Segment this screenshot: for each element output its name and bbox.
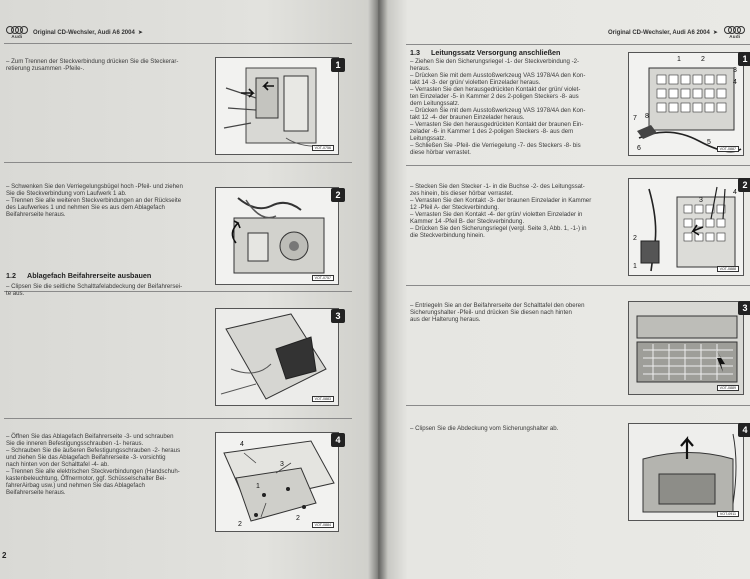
text-line: Sie die inneren Befestigungsschrauben -1- heraus. (6, 440, 144, 447)
section-title: Leitungssatz Versorgung anschließen (431, 48, 561, 57)
text-line: – Drücken Sie den Sicherungsriegel (vergl. Seite 3, Abb. 1, -1-) in (410, 225, 587, 232)
divider (406, 405, 750, 406)
right-text-1 (410, 58, 622, 156)
header-arrow-icon: ➤ (137, 30, 143, 36)
header-rule (406, 44, 750, 45)
header-title: Original CD-Wechsler, Audi A6 2004 (608, 29, 710, 36)
figure-r3-fuse-holder (628, 301, 744, 395)
header-rule (4, 43, 352, 44)
audi-logo (724, 26, 746, 39)
callout-4: 4 (733, 79, 737, 86)
divider (4, 418, 352, 419)
figure-badge: 4 (738, 423, 750, 437)
divider (406, 165, 750, 166)
text-line: zes hinein, bis dieser hörbar verrastet. (410, 190, 514, 197)
text-line: – Zum Trennen der Steckverbindung drücken Sie die Steckerar- (6, 58, 179, 65)
text-line: – Verrasten Sie den Kontakt -4- der grün/ violetten Einzelader in (410, 211, 583, 218)
right-header (608, 26, 746, 39)
callout-8: 8 (645, 113, 649, 120)
text-line: diese hörbar verrastet. (410, 149, 471, 156)
figure-code: VOT-0756 (312, 145, 334, 151)
figure-code: VOT-0889 (717, 385, 739, 391)
text-line: Beifahrerseite heraus. (6, 489, 66, 496)
callout-7: 7 (633, 115, 637, 122)
callout-1: 1 (256, 483, 260, 490)
text-line: nach hinten von der Schalttafel -4- ab. (6, 461, 109, 468)
callout-3: 3 (280, 461, 284, 468)
figure-badge: 1 (738, 52, 750, 66)
right-text-2 (410, 183, 622, 239)
text-line: ten Einzelader -5- in Kammer 2 des 2-poligen Steckers -8- aus (410, 93, 579, 100)
callout-3: 3 (699, 197, 703, 204)
text-line: aus der Halterung heraus. (410, 316, 481, 323)
text-line: Sie die Steckverbindung vom Laufwerk 1 ab. (6, 190, 127, 197)
text-line: Sicherungshalter -Pfeil- und drücken Sie diesen nach hinten (410, 309, 572, 316)
figure-4-drawing (216, 433, 339, 532)
figure-r4-drawing (629, 424, 744, 521)
text-line: fahrerAirbag usw.) und nehmen Sie das Ablagefach (6, 482, 145, 489)
page-number: 2 (2, 551, 7, 560)
text-line: – Drücken Sie mit dem Ausstoßwerkzeug VAS 1978/4A den Kon- (410, 107, 586, 114)
text-line: Kammer 14 -Pfeil B- der Steckverbindung. (410, 218, 525, 225)
left-header (6, 26, 143, 39)
brand-label: Audi (729, 34, 741, 39)
figure-badge: 4 (331, 433, 345, 447)
callout-4: 4 (733, 189, 737, 196)
text-line: – Öffnen Sie das Ablagefach Beifahrerseite -3- und schrauben (6, 433, 174, 440)
text-line: – Stecken Sie den Stecker -1- in die Buchse -2- des Leitungssat- (410, 183, 585, 190)
figure-r3-drawing (629, 302, 744, 395)
callout-5: 5 (707, 139, 711, 146)
section-heading-1-3 (410, 48, 560, 57)
figure-r1-connector-pins (628, 52, 744, 156)
left-text-2 (6, 183, 211, 218)
divider (4, 162, 352, 163)
figure-r1-drawing (629, 53, 744, 156)
callout-2: 2 (701, 56, 705, 63)
text-line: – Schwenken Sie den Verriegelungsbügel hoch -Pfeil- und ziehen (6, 183, 183, 190)
figure-code: VOT-0888 (717, 266, 739, 272)
left-text-4 (6, 433, 212, 496)
text-line: – Drücken Sie mit dem Ausstoßwerkzeug VAS 1978/4A den Kon- (410, 72, 586, 79)
header-title: Original CD-Wechsler, Audi A6 2004 (33, 29, 135, 36)
text-line: – Entriegeln Sie an der Beifahrerseite der Schalttafel den oberen (410, 302, 585, 309)
figure-r2-drawing (629, 179, 744, 276)
text-line: – Trennen Sie alle weiteren Steckverbindungen an der Rückseite (6, 197, 182, 204)
text-line: retierung zusammen -Pfeile-. (6, 65, 85, 72)
figure-code: VOT-0883 (312, 396, 334, 402)
callout-2: 2 (238, 521, 242, 528)
callout-1: 1 (677, 56, 681, 63)
callout-3: 3 (733, 67, 737, 74)
figure-r4-fuse-cover (628, 423, 744, 521)
text-line: – Verrasten Sie den herausgedrückten Kontakt der grün/ violet- (410, 86, 581, 93)
right-text-4 (410, 425, 622, 432)
text-line: – Clipsen Sie die seitliche Schalttafelabdeckung der Beifahrersei- (6, 283, 183, 290)
text-line: Leitungssatz. (410, 135, 446, 142)
text-line: dem Leitungssatz. (410, 100, 460, 107)
header-arrow-icon: ➤ (712, 30, 718, 36)
figure-2-drawing (216, 188, 339, 285)
figure-code: VOT-0911 (717, 511, 739, 517)
text-line: takt 14 -3- der grün/ violetten Einzelader heraus. (410, 79, 541, 86)
section-number: 1.2 (6, 271, 16, 280)
right-page (378, 0, 750, 579)
figure-badge: 2 (738, 178, 750, 192)
figure-1-connector-release (215, 57, 339, 155)
figure-3-side-cover (215, 308, 339, 406)
section-title: Ablagefach Beifahrerseite ausbauen (27, 271, 152, 280)
figure-code: VOT-0887 (717, 146, 739, 152)
left-text-1 (6, 58, 206, 72)
section-number: 1.3 (410, 48, 420, 57)
audi-logo (6, 26, 28, 39)
callout-2: 2 (633, 235, 637, 242)
callout-6: 6 (637, 145, 641, 152)
book-gutter (368, 0, 388, 579)
text-line: – Ziehen Sie den Sicherungsriegel -1- der Steckverbindung -2- (410, 58, 580, 65)
text-line: zelader -6- in Kammer 1 des 2-poligen Steckers -8- aus dem (410, 128, 574, 135)
text-line: – Schrauben Sie die äußeren Befestigungsschrauben -2- heraus (6, 447, 181, 454)
text-line: heraus. (410, 65, 431, 72)
figure-2-drive-unplug (215, 187, 339, 285)
text-line: 12 -Pfeil A- der Steckverbindung. (410, 204, 500, 211)
figure-badge: 1 (331, 58, 345, 72)
text-line: – Trennen Sie alle elektrischen Steckverbindungen (Handschuh- (6, 468, 180, 475)
right-text-3 (410, 302, 622, 323)
figure-badge: 2 (331, 188, 345, 202)
figure-4-glovebox (215, 432, 339, 532)
divider (406, 285, 750, 286)
text-line: te aus. (6, 290, 25, 297)
callout-4: 4 (240, 441, 244, 448)
text-line: takt 12 -4- der braunen Einzelader heraus. (410, 114, 525, 121)
callout-1: 1 (633, 263, 637, 270)
figure-badge: 3 (331, 309, 345, 323)
section-heading-1-2 (6, 271, 151, 280)
brand-label: Audi (11, 34, 23, 39)
text-line: – Verrasten Sie den Kontakt -3- der braunen Einzelader in Kammer (410, 197, 592, 204)
text-line: und ziehen Sie das Ablagefach Beifahrerseite -3- vorsichtig (6, 454, 166, 461)
text-line: – Clipsen Sie die Abdeckung vom Sicherungshalter ab. (410, 425, 559, 432)
figure-1-drawing (216, 58, 339, 155)
text-line: – Verrasten Sie den herausgedrückten Kontakt der braunen Ein- (410, 121, 584, 128)
text-line: des Laufwerkes 1 und nehmen Sie es aus dem Ablagefach (6, 204, 165, 211)
text-line: die Steckverbindung hinein. (410, 232, 485, 239)
figure-badge: 3 (738, 301, 750, 315)
figure-code: VOT-0884 (312, 522, 334, 528)
left-text-3 (6, 283, 211, 297)
text-line: Beifahrerseite heraus. (6, 211, 66, 218)
text-line: – Schließen Sie -Pfeil- die Verriegelung -7- des Steckers -8- bis (410, 142, 581, 149)
figure-r2-plug-socket (628, 178, 744, 276)
text-line: kastenbeleuchtung, Öffnermotor, ggf. Schüsselschalter Bei- (6, 475, 167, 482)
figure-code: VOT-0757 (312, 275, 334, 281)
figure-3-drawing (216, 309, 339, 406)
callout-2: 2 (296, 515, 300, 522)
